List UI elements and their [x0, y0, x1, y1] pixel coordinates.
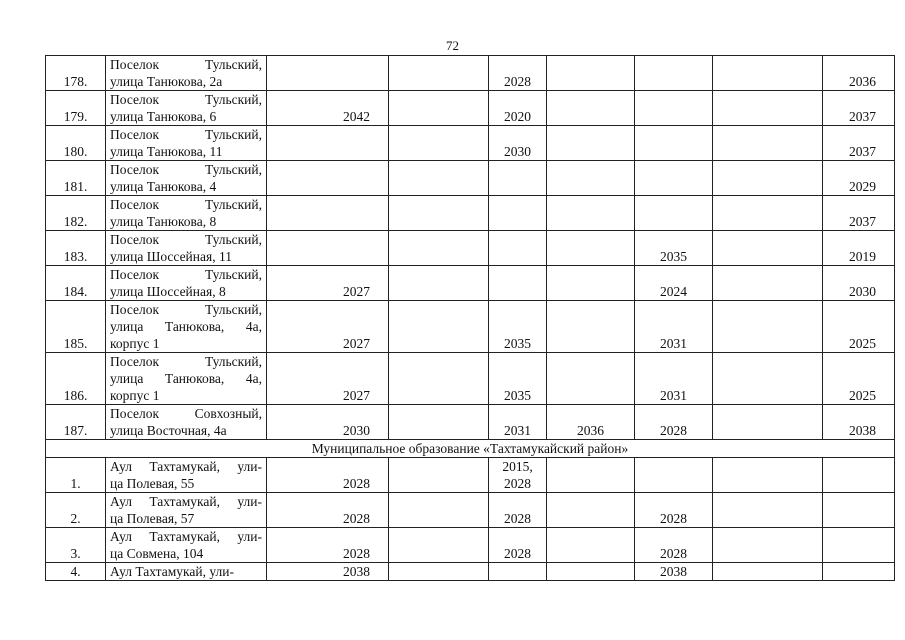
row-number: 185.	[46, 301, 106, 353]
address-line: Аул Тахтамукай, ули-	[110, 459, 262, 474]
row-number: 181.	[46, 161, 106, 196]
year-cell: 2030	[823, 266, 895, 301]
year-cell	[823, 458, 895, 493]
row-number: 182.	[46, 196, 106, 231]
year-cell	[547, 353, 635, 405]
address-line: Поселок Тульский,	[110, 127, 262, 142]
address-cell	[106, 528, 267, 563]
year-cell	[267, 161, 389, 196]
row-number: 179.	[46, 91, 106, 126]
year-cell: 2025	[823, 301, 895, 353]
year-cell	[823, 563, 895, 581]
row-number: 187.	[46, 405, 106, 440]
year-value: 2015,	[502, 459, 533, 474]
year-cell	[635, 161, 713, 196]
row-number: 4.	[46, 563, 106, 581]
year-cell: 2037	[823, 126, 895, 161]
year-cell: 2028	[635, 405, 713, 440]
year-cell: 2035	[489, 353, 547, 405]
year-cell: 2028	[635, 528, 713, 563]
year-cell: 2030	[489, 126, 547, 161]
address-line: улица Танюкова, 4	[110, 179, 217, 194]
address-line: Поселок Тульский,	[110, 197, 262, 212]
year-cell	[547, 231, 635, 266]
year-cell	[547, 196, 635, 231]
year-cell	[547, 528, 635, 563]
year-cell	[489, 563, 547, 581]
year-value: 2028	[504, 476, 531, 491]
year-cell: 2031	[635, 353, 713, 405]
year-cell	[713, 56, 823, 91]
address-cell	[106, 353, 267, 405]
year-cell	[713, 91, 823, 126]
year-cell: 2028	[635, 493, 713, 528]
year-cell	[635, 126, 713, 161]
table-row	[46, 196, 895, 231]
table-row	[46, 126, 895, 161]
year-cell	[713, 196, 823, 231]
page-number: 72	[446, 38, 459, 53]
year-cell	[489, 231, 547, 266]
year-cell	[489, 458, 547, 493]
year-cell	[713, 266, 823, 301]
year-cell	[547, 563, 635, 581]
year-cell	[389, 405, 489, 440]
table-body	[46, 56, 895, 581]
address-line: ца Полевая, 55	[110, 476, 195, 491]
row-number: 3.	[46, 528, 106, 563]
year-cell	[489, 528, 547, 563]
year-cell: 2027	[267, 353, 389, 405]
year-cell: 2027	[267, 301, 389, 353]
year-cell: 2028	[267, 458, 389, 493]
address-line: Поселок Тульский,	[110, 92, 262, 107]
address-cell	[106, 301, 267, 353]
address-line: Поселок Тульский,	[110, 302, 262, 317]
year-cell	[389, 353, 489, 405]
year-cell	[489, 266, 547, 301]
address-line: Поселок Тульский,	[110, 267, 262, 282]
year-cell	[489, 196, 547, 231]
year-cell: 2038	[823, 405, 895, 440]
address-line: улица Танюкова, 4а,	[110, 371, 262, 386]
year-cell	[713, 493, 823, 528]
year-cell: 2035	[489, 301, 547, 353]
year-cell: 2042	[267, 91, 389, 126]
table-row	[46, 56, 895, 91]
address-line: Аул Тахтамукай, ули-	[110, 564, 234, 579]
table-row	[46, 231, 895, 266]
row-number: 178.	[46, 56, 106, 91]
section-header-row	[46, 440, 895, 458]
address-line: улица Шоссейная, 11	[110, 249, 232, 264]
year-cell	[635, 56, 713, 91]
year-cell	[547, 56, 635, 91]
year-cell	[823, 528, 895, 563]
year-cell	[389, 91, 489, 126]
address-cell	[106, 563, 267, 581]
year-cell: 2019	[823, 231, 895, 266]
year-cell	[267, 231, 389, 266]
address-cell	[106, 126, 267, 161]
year-cell	[547, 266, 635, 301]
year-cell	[389, 231, 489, 266]
address-line: Аул Тахтамукай, ули-	[110, 494, 262, 509]
year-cell	[547, 126, 635, 161]
year-cell: 2036	[547, 405, 635, 440]
table-row	[46, 266, 895, 301]
table-row	[46, 161, 895, 196]
year-cell: 2038	[267, 563, 389, 581]
year-cell	[389, 266, 489, 301]
housing-register-table	[45, 55, 895, 581]
year-cell	[389, 301, 489, 353]
year-cell: 2038	[635, 563, 713, 581]
address-line: улица Восточная, 4а	[110, 423, 227, 438]
year-cell: 2024	[635, 266, 713, 301]
address-line: корпус 1	[110, 336, 160, 351]
year-cell: 2031	[635, 301, 713, 353]
row-number: 2.	[46, 493, 106, 528]
year-cell	[635, 196, 713, 231]
address-line: Поселок Тульский,	[110, 57, 262, 72]
year-cell	[267, 126, 389, 161]
row-number: 183.	[46, 231, 106, 266]
year-cell	[389, 493, 489, 528]
year-cell	[713, 161, 823, 196]
address-cell	[106, 196, 267, 231]
address-line: улица Танюкова, 8	[110, 214, 217, 229]
year-cell: 2027	[267, 266, 389, 301]
row-number: 1.	[46, 458, 106, 493]
year-cell: 2028	[489, 56, 547, 91]
year-cell	[547, 493, 635, 528]
year-cell	[713, 353, 823, 405]
year-cell	[547, 91, 635, 126]
year-cell	[713, 563, 823, 581]
address-line: ца Совмена, 104	[110, 546, 204, 561]
address-line: улица Танюкова, 11	[110, 144, 223, 159]
year-cell	[713, 126, 823, 161]
year-cell	[389, 161, 489, 196]
year-cell: 2028	[267, 493, 389, 528]
address-line: улица Танюкова, 6	[110, 109, 217, 124]
year-cell: 2025	[823, 353, 895, 405]
table-row	[46, 458, 895, 493]
address-cell	[106, 161, 267, 196]
year-value: 2028	[504, 511, 531, 526]
address-line: корпус 1	[110, 388, 160, 403]
address-line: Аул Тахтамукай, ули-	[110, 529, 262, 544]
address-cell	[106, 231, 267, 266]
table-row	[46, 563, 895, 581]
address-line: Поселок Тульский,	[110, 232, 262, 247]
address-cell	[106, 493, 267, 528]
table-row	[46, 353, 895, 405]
year-cell: 2036	[823, 56, 895, 91]
year-cell	[267, 56, 389, 91]
row-number: 186.	[46, 353, 106, 405]
year-cell	[389, 196, 489, 231]
address-cell	[106, 405, 267, 440]
address-line: улица Шоссейная, 8	[110, 284, 226, 299]
address-line: улица Танюкова, 2а	[110, 74, 223, 89]
year-cell	[389, 126, 489, 161]
year-cell	[389, 458, 489, 493]
year-cell: 2028	[267, 528, 389, 563]
year-cell	[713, 528, 823, 563]
year-cell	[547, 161, 635, 196]
year-cell	[547, 458, 635, 493]
year-cell	[547, 301, 635, 353]
address-line: Поселок Совхозный,	[110, 406, 262, 421]
table-row	[46, 91, 895, 126]
year-value: 2028	[504, 546, 531, 561]
year-cell	[635, 91, 713, 126]
year-cell	[713, 458, 823, 493]
year-cell: 2029	[823, 161, 895, 196]
row-number: 180.	[46, 126, 106, 161]
table-row	[46, 493, 895, 528]
section-title: Муниципальное образование «Тахтамукайский район»	[46, 440, 895, 458]
year-cell: 2030	[267, 405, 389, 440]
year-cell: 2035	[635, 231, 713, 266]
year-cell: 2020	[489, 91, 547, 126]
year-cell	[267, 196, 389, 231]
year-cell	[489, 161, 547, 196]
address-cell	[106, 266, 267, 301]
address-cell	[106, 458, 267, 493]
year-cell: 2037	[823, 91, 895, 126]
year-cell: 2031	[489, 405, 547, 440]
table-row	[46, 405, 895, 440]
table-row	[46, 301, 895, 353]
table-row	[46, 528, 895, 563]
year-cell: 2037	[823, 196, 895, 231]
address-line: ца Полевая, 57	[110, 511, 195, 526]
address-line: Поселок Тульский,	[110, 162, 262, 177]
year-cell	[389, 56, 489, 91]
address-cell	[106, 56, 267, 91]
year-cell	[713, 405, 823, 440]
year-cell	[635, 458, 713, 493]
address-cell	[106, 91, 267, 126]
year-cell	[389, 528, 489, 563]
year-cell	[713, 301, 823, 353]
address-line: улица Танюкова, 4а,	[110, 319, 262, 334]
year-cell	[713, 231, 823, 266]
year-cell	[489, 493, 547, 528]
year-cell	[823, 493, 895, 528]
address-line: Поселок Тульский,	[110, 354, 262, 369]
year-cell	[389, 563, 489, 581]
row-number: 184.	[46, 266, 106, 301]
